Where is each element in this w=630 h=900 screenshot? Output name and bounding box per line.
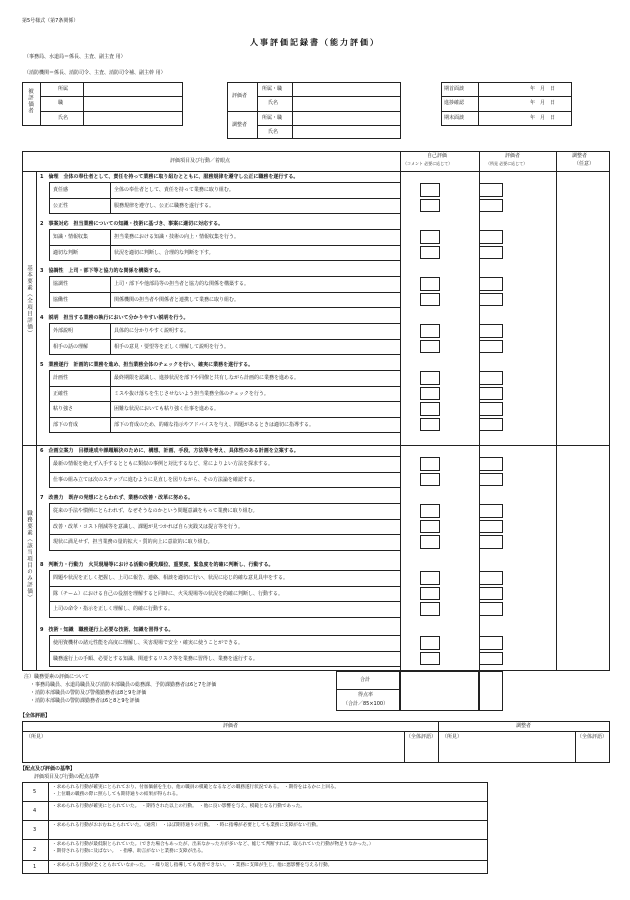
criteria-score: 3 [33,826,37,833]
date-label-final: 期末面談 [444,115,465,121]
element-name: 計画性 [53,375,69,381]
eval-score-input[interactable] [479,277,503,291]
element-name: 知識・情報収集 [53,234,89,240]
overall-adj-opinion[interactable]: （所見） [442,734,463,740]
element-name: 相手の話の理解 [53,343,89,350]
overall-evaluator: 評価者 [223,723,239,729]
self-score-input[interactable] [420,587,440,601]
element-description: 改善・改革・コスト削減等を意識し、課題が見つかれば自ら実践又は提言等を行う。 [53,523,244,530]
self-score-input[interactable] [420,418,440,432]
element-name: 適切な判断 [53,249,79,256]
note-2: ・消防本部職員の警防及び警備勤務者は8と9を評価 [30,690,147,696]
subtitle-staff: （事務局、水道局＝係長、主査、副主査 用） [24,54,126,60]
self-score-input[interactable] [420,246,440,260]
eval-score-input[interactable] [479,473,503,487]
category-title: 9 技術・知識 職務遂行上必要な技術、知識を習得する。 [40,627,174,633]
self-score-input[interactable] [420,520,440,534]
header-eval: 評価者 [505,153,521,159]
score-label: 得点率 [358,692,374,698]
criteria-description: ・求められる行動がおおむねとられていた。（通常） ・ほぼ期待通りの行動。 ・時に指導が必要としても業務に支障がない行動。 [52,823,321,828]
criteria-subtitle: 評価項目及び行動の配点基準 [34,774,100,780]
notes-title: 注）職務要素の評価について [24,674,89,680]
overall-adj-grade[interactable]: （全体評語） [577,734,608,740]
self-score-input[interactable] [420,504,440,518]
self-score-input[interactable] [420,535,440,549]
criteria-score: 4 [33,807,37,814]
overall-eval-opinion[interactable]: （所見） [26,734,47,740]
element-description: 使用資機材の諸元性能を高度に理解し、災害現場で安全・確実に使うことができる。 [53,640,244,646]
adjuster-row-name: 氏名 [268,129,279,135]
form-number: 第5号様式（第7条関係） [22,18,79,24]
self-score-input[interactable] [420,602,440,616]
evaluator-label: 評価者 [232,93,248,99]
eval-score-input[interactable] [479,587,503,601]
category-title: 4 説明 担当する業務の執行において分かりやすい説明を行う。 [40,315,189,321]
criteria-description: ・求められる行動が確実にとられていた。 ・期待された以上の行動。 ・他に良い影響を与え、模範となる行動であった。 [52,804,305,809]
overall-title: 【全体評語】 [20,713,51,719]
element-description: 状況を適切に判断し、合理的な判断を下す。 [114,249,214,256]
element-description: 職務遂行上の手順、必要とする知識、関連するリスク等を業務に習得し、業務を遂行する。 [53,655,258,662]
self-score-input[interactable] [420,340,440,354]
self-score-input[interactable] [420,371,440,385]
subject-row-position: 職 [58,100,64,106]
element-name: 責任感 [53,187,69,193]
eval-score-input[interactable] [479,293,503,307]
self-score-input[interactable] [420,199,440,213]
criteria-score: 5 [33,788,37,795]
element-description: 具体的に分かりやすく説明する。 [114,328,190,334]
self-score-input[interactable] [420,457,440,471]
category-title: 3 協調性 上司・部下等と協力的な関係を構築する。 [40,268,164,274]
note-3: ・消防本部職員の警防課勤務者は6と8と9を評価 [30,698,140,704]
criteria-description: ・求められる行動が最低限とられていた。（できた場合もあったが、出来なかった方が多いなど、総じて判断すれば、取られていた行動が物足りなかった。） ・期待される行動に及ばない。 ・指導、助言がないと業務に支障が出る。 [52,842,374,854]
self-score-input[interactable] [420,636,440,650]
self-score-input[interactable] [420,387,440,401]
element-description: 部下の育成のため、的確な指示やアドバイスを与え、問題があるときは適切に指導する。 [114,421,314,428]
element-description: 服務規律を遵守し、公正に職務を遂行する。 [114,202,215,209]
element-name: 協働性 [53,296,69,303]
date-label-initial: 期首面談 [444,86,465,92]
element-name: 公正性 [53,202,69,209]
element-description: 隊（チーム）における自己の役割を理解すると同時に、火災現場等の状況を的確に判断し、行動する。 [53,590,284,597]
subtitle-fire: （消防機関＝係長、消防司令、主査、消防司令補、副主幹 用） [24,70,166,76]
element-description: 困難な状況においても粘り強く仕事を進める。 [114,406,220,412]
eval-score-input[interactable] [479,199,503,213]
evaluator-row-name: 氏名 [268,100,279,106]
self-score-input[interactable] [420,277,440,291]
header-self-note: （コメント 必要に応じて） [403,161,453,166]
header-self: 自己評価 [427,153,448,159]
criteria-score: 2 [33,846,37,853]
subject-label: 被評価者 [27,88,33,114]
category-title: 2 事案対応 担当業務についての知識・技術に基づき、事案に適切に対応する。 [40,221,224,227]
self-total[interactable] [400,671,479,711]
eval-score-input[interactable] [479,457,503,471]
criteria-description: ・求められる行動が確実にとられており、付加価値を生む、他の職員の模範となるなどの職務遂行状況である。 ・期待をはるかに上回る。 ・上位職の職務の際に照らしても期待通りの結果が得られる。 [52,785,340,797]
date-label-progress: 進捗確認 [444,100,465,106]
element-description: 問題や状況を正しく把握し、上司に報告、連絡、相談を適切に行い、状況に応じ的確な意見具申をする。 [53,575,289,581]
element-description: 相手の意見・要望等を正しく理解して説明を行う。 [114,343,230,350]
category-title: 6 企画立案力 目標達成や課題解決のために、構想、計画、手段、方法等を考え、具体性のある計画を立案する。 [40,448,299,454]
element-description: 従来の手法や慣例にとらわれず、なぜそうなのかという問題意識をもって業務に取り組む。 [53,508,258,514]
category-title: 5 業務遂行 計画的に業務を進め、担当業務全体のチェックを行い、確実に業務を遂行する。 [40,362,254,368]
element-description: 関係機関の担当者や関係者と連携して業務に取り組む。 [114,296,240,303]
element-name: 協調性 [53,281,69,287]
element-name: 正確性 [53,390,69,397]
criteria-score: 1 [33,864,37,870]
subject-box [22,82,183,126]
element-name: 外部説明 [53,328,74,334]
eval-score-input[interactable] [479,183,503,197]
element-description: 最終期限を認識し、進捗状況を部下や同僚と共有しながら計画的に業務を進める。 [114,375,300,381]
header-items: 評価項目及び行動／着眼点 [170,158,231,164]
self-score-input[interactable] [420,473,440,487]
eval-score-input[interactable] [479,520,503,534]
self-score-input[interactable] [420,652,440,666]
date-value-progress[interactable]: 年 月 日 [530,100,556,106]
eval-score-input[interactable] [479,246,503,260]
element-description: ミスや抜け落ちを生じさせないよう担当業務全体のチェックを行う。 [114,390,269,397]
date-value-final[interactable]: 年 月 日 [530,115,556,121]
basic-elements-label: 基本要素（全項目評価） [26,265,32,337]
criteria-title: 【配点及び評価の基準】 [20,766,76,772]
element-description: 上司・部下や他部局等の担当者と協力的な関係を構築する。 [114,281,250,287]
element-description: 現状に満足せず、担当業務の量的拡大・質的向上に意欲的に取り組む。 [53,539,213,545]
adjuster-row-position: 所属・職 [262,115,283,121]
element-name: 部下の育成 [53,421,79,428]
duty-elements-label: 職務要素（該当項目のみ評価） [26,510,32,601]
category-title: 8 判断力・行動力 火災現場等における活動の優先順位、重要度、緊急度を的確に判断し、行動する。 [40,562,274,568]
element-description: 最新の情報を絶えず入手するとともに類似の事例と対比するなど、常によりよい方法を探求する。 [53,461,274,467]
header-eval-note: （所見 必要に応じて） [486,161,528,166]
criteria-description: ・求められる行動が全くとられていなかった。 ・繰り返し指導しても改善できない。 ・業務に支障が生じ、他に悪影響を与える行動。 [52,863,333,868]
element-description: 上司の命令・指示を正しく理解し、的確に行動する。 [53,606,174,612]
eval-score-input[interactable] [479,652,503,666]
eval-score-input[interactable] [479,504,503,518]
element-description: 全体の奉仕者として、責任を持って業務に取り組む。 [114,187,234,193]
total-label: 合計 [360,677,371,683]
eval-score-input[interactable] [479,387,503,401]
eval-score-input[interactable] [479,340,503,354]
header-adj: 調整者 [572,153,588,159]
category-title: 7 改善力 既存の発想にとらわれず、業務の改善・改革に努める。 [40,495,194,501]
eval-score-input[interactable] [479,371,503,385]
category-title: 1 倫理 全体の奉仕者として、責任を持って業務に取り組むとともに、服務規律を遵守し公正に職務を遂行する。 [40,174,299,180]
evaluator-row-position: 所属・職 [262,86,283,92]
self-score-input[interactable] [420,230,440,244]
eval-score-input[interactable] [479,418,503,432]
eval-score-input[interactable] [479,324,503,338]
subject-row-name: 氏名 [58,115,69,121]
eval-score-input[interactable] [479,230,503,244]
self-score-input[interactable] [420,402,440,416]
eval-total[interactable] [479,671,503,711]
eval-score-input[interactable] [479,602,503,616]
header-adj-note: （任意） [574,161,595,167]
self-score-input[interactable] [420,324,440,338]
self-score-input[interactable] [420,293,440,307]
eval-score-input[interactable] [479,402,503,416]
note-1: ・事務局職員、水道局職員及び消防本部職員の総務課、予防課勤務者は6と7を評価 [30,682,217,688]
eval-score-input[interactable] [479,571,503,585]
element-description: 担当業務における知識・技術の向上・情報収集を行う。 [114,234,240,240]
element-name: 粘り強さ [53,406,74,412]
overall-eval-grade[interactable]: （全体評語） [406,734,437,740]
page-title: 人事評価記録書（能力評価） [250,38,380,47]
self-score-input[interactable] [420,571,440,585]
adjuster-label: 調整者 [232,122,248,128]
eval-score-input[interactable] [479,535,503,549]
date-value-initial[interactable]: 年 月 日 [530,86,556,92]
overall-adjuster: 調整者 [516,723,532,729]
score-formula: （合計／85×100） [343,701,389,707]
element-description: 仕事の組み立ては次のステップに進むように見直しを図りながら、その方法論を確認する。 [53,476,258,483]
self-score-input[interactable] [420,183,440,197]
subject-row-affiliation: 所属 [58,86,69,92]
eval-score-input[interactable] [479,636,503,650]
